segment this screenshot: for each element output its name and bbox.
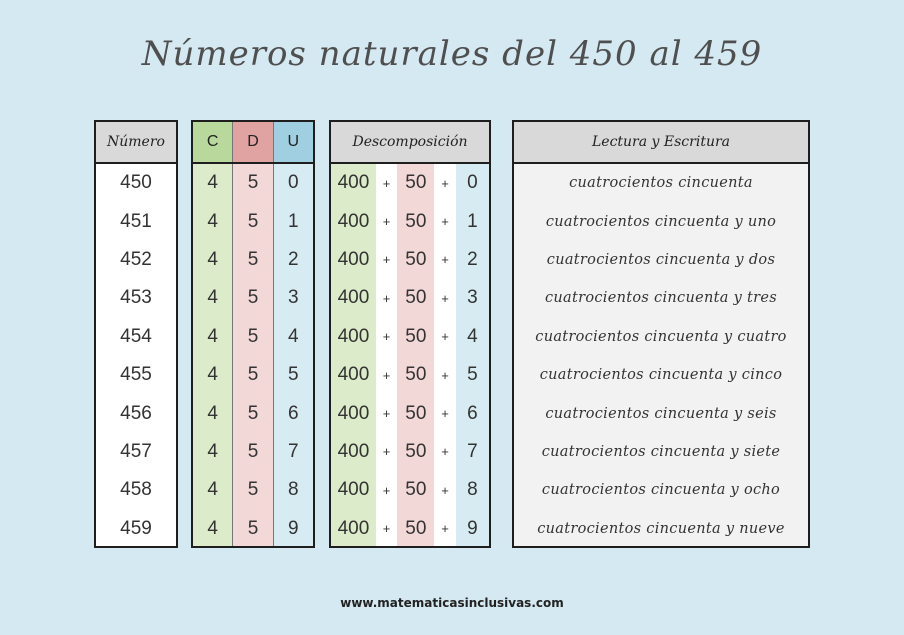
plus-sign-value: + [382, 521, 391, 537]
plus-sign-row [434, 433, 455, 471]
numero-row [96, 433, 176, 471]
descomposicion-unit-value: 7 [467, 440, 478, 462]
lectura-row [514, 164, 808, 202]
decenas-value: 5 [247, 440, 259, 462]
descomposicion-400-value: 400 [337, 210, 370, 232]
descomposicion-unit-value: 1 [467, 210, 478, 232]
numero-header: Número [96, 122, 176, 164]
descomposicion-50-value: 50 [405, 440, 427, 462]
descomposicion-50-row [397, 241, 434, 279]
page-title: Números naturales del 450 al 459 [141, 34, 763, 74]
plus-sign-row [434, 318, 455, 356]
descomposicion-400-row [331, 471, 376, 509]
decenas-value: 5 [247, 248, 259, 270]
unidades-value: 2 [288, 248, 299, 270]
numero-value: 455 [120, 364, 152, 386]
unidades-value: 3 [288, 287, 299, 309]
unidades-row [274, 433, 313, 471]
plus-sign-row [434, 471, 455, 509]
descomposicion-table [329, 120, 491, 548]
descomposicion-50-value: 50 [405, 325, 427, 347]
plus-sign-row [376, 394, 397, 432]
descomposicion-50-row [397, 164, 434, 202]
plus-sign-value: + [382, 482, 391, 498]
descomposicion-400-value: 400 [337, 364, 370, 386]
lectura-row [514, 241, 808, 279]
descomposicion-unit-value: 9 [467, 517, 478, 539]
unidades-row [274, 471, 313, 509]
numero-value: 454 [120, 325, 152, 347]
descomposicion-unit-row [456, 394, 489, 432]
numero-value: 458 [120, 479, 152, 501]
descomposicion-unit-row [456, 202, 489, 240]
lectura-value: cuatrocientos cincuenta y seis [545, 405, 777, 422]
numero-row [96, 394, 176, 432]
plus-sign-row [376, 202, 397, 240]
unidades-row [274, 164, 313, 202]
plus-sign-row [434, 510, 455, 548]
cdu-table [191, 120, 315, 548]
decenas-row [233, 318, 272, 356]
unidades-header: U [273, 122, 313, 162]
numero-row [96, 356, 176, 394]
numero-row [96, 241, 176, 279]
plus-sign-value: + [441, 290, 449, 306]
numero-row [96, 202, 176, 240]
decenas-value: 5 [247, 287, 259, 309]
unidades-row [274, 241, 313, 279]
descomposicion-unit-row [456, 164, 489, 202]
plus-sign-row [376, 318, 397, 356]
descomposicion-400-row [331, 510, 376, 548]
descomposicion-400-row [331, 164, 376, 202]
lectura-table [512, 120, 810, 548]
plus-sign-value: + [382, 367, 391, 383]
descomposicion-unit-value: 8 [467, 479, 478, 501]
unidades-row [274, 510, 313, 548]
descomposicion-unit-value: 2 [467, 248, 478, 270]
unidades-value: 5 [288, 364, 299, 386]
lectura-value: cuatrocientos cincuenta y nueve [537, 520, 785, 537]
lectura-row [514, 471, 808, 509]
decenas-value: 5 [247, 172, 259, 194]
descomposicion-400-row [331, 356, 376, 394]
numero-value: 457 [120, 440, 152, 462]
plus-sign-value: + [382, 175, 391, 191]
numero-row [96, 164, 176, 202]
descomposicion-400-value: 400 [337, 248, 370, 270]
descomposicion-400-row [331, 202, 376, 240]
plus-sign-row [434, 394, 455, 432]
lectura-value: cuatrocientos cincuenta y dos [546, 251, 776, 268]
plus-sign-row [434, 279, 455, 317]
centenas-value: 4 [207, 287, 218, 309]
footer-url: www.matematicasinclusivas.com [340, 596, 564, 610]
descomposicion-50-value: 50 [405, 517, 427, 539]
plus-sign-value: + [441, 444, 449, 460]
centenas-value: 4 [207, 325, 218, 347]
descomposicion-header: Descomposición [331, 122, 489, 164]
plus-sign-value: + [441, 214, 449, 230]
decenas-row [233, 279, 272, 317]
descomposicion-50-value: 50 [405, 364, 427, 386]
descomposicion-unit-value: 5 [467, 364, 478, 386]
descomposicion-unit-row [456, 356, 489, 394]
lectura-value: cuatrocientos cincuenta y cinco [539, 367, 783, 384]
descomposicion-unit-row [456, 433, 489, 471]
centenas-row [193, 394, 232, 432]
decenas-row [233, 510, 272, 548]
lectura-value: cuatrocientos cincuenta y tres [544, 290, 777, 307]
plus-sign-value: + [382, 406, 391, 422]
plus-sign-value: + [441, 175, 449, 191]
unidades-row [274, 356, 313, 394]
decenas-column [232, 164, 272, 546]
descomposicion-unit-value: 6 [467, 402, 478, 424]
descomposicion-400-value: 400 [337, 287, 370, 309]
lectura-row [514, 202, 808, 240]
decenas-row [233, 433, 272, 471]
descomposicion-unit-row [456, 510, 489, 548]
descomposicion-50-value: 50 [405, 172, 427, 194]
lectura-value: cuatrocientos cincuenta [569, 175, 753, 192]
unidades-value: 4 [288, 325, 299, 347]
centenas-value: 4 [207, 479, 218, 501]
plus-sign-value: + [441, 482, 449, 498]
descomposicion-400-value: 400 [337, 479, 370, 501]
descomposicion-centenas [331, 164, 376, 546]
descomposicion-400-row [331, 241, 376, 279]
centenas-value: 4 [207, 172, 218, 194]
lectura-row [514, 279, 808, 317]
descomposicion-50-row [397, 279, 434, 317]
numero-value: 450 [120, 172, 152, 194]
centenas-value: 4 [207, 210, 218, 232]
numero-value: 451 [120, 210, 152, 232]
descomposicion-plus-2 [434, 164, 455, 546]
descomposicion-400-row [331, 279, 376, 317]
unidades-row [274, 318, 313, 356]
descomposicion-50-row [397, 433, 434, 471]
lectura-value: cuatrocientos cincuenta y cuatro [535, 328, 787, 345]
lectura-value: cuatrocientos cincuenta y siete [541, 443, 781, 460]
plus-sign-value: + [441, 367, 449, 383]
lectura-row [514, 394, 808, 432]
decenas-value: 5 [247, 517, 259, 539]
numero-row [96, 318, 176, 356]
decenas-row [233, 471, 272, 509]
numero-row [96, 471, 176, 509]
descomposicion-unit-row [456, 241, 489, 279]
unidades-column [273, 164, 313, 546]
decenas-value: 5 [247, 402, 259, 424]
decenas-row [233, 241, 272, 279]
descomposicion-unit-row [456, 318, 489, 356]
unidades-value: 1 [288, 210, 299, 232]
descomposicion-400-value: 400 [337, 172, 370, 194]
centenas-row [193, 241, 232, 279]
descomposicion-50-value: 50 [405, 287, 427, 309]
numero-list [96, 164, 176, 546]
lectura-value: cuatrocientos cincuenta y ocho [541, 482, 781, 499]
plus-sign-row [434, 356, 455, 394]
centenas-value: 4 [207, 248, 218, 270]
centenas-value: 4 [207, 402, 218, 424]
centenas-value: 4 [207, 517, 218, 539]
centenas-header: C [193, 122, 232, 162]
plus-sign-value: + [382, 329, 391, 345]
lectura-row [514, 318, 808, 356]
descomposicion-50-value: 50 [405, 402, 427, 424]
descomposicion-400-value: 400 [337, 440, 370, 462]
unidades-value: 8 [288, 479, 299, 501]
centenas-value: 4 [207, 440, 218, 462]
centenas-row [193, 471, 232, 509]
descomposicion-decenas [397, 164, 434, 546]
numero-value: 452 [120, 248, 152, 270]
plus-sign-row [376, 241, 397, 279]
descomposicion-unit-value: 4 [467, 325, 478, 347]
centenas-row [193, 356, 232, 394]
centenas-row [193, 318, 232, 356]
descomposicion-unit-value: 3 [467, 287, 478, 309]
lectura-header: Lectura y Escritura [514, 122, 808, 164]
decenas-row [233, 356, 272, 394]
lectura-value: cuatrocientos cincuenta y uno [545, 213, 777, 230]
centenas-row [193, 164, 232, 202]
unidades-row [274, 394, 313, 432]
descomposicion-50-row [397, 356, 434, 394]
numero-row [96, 279, 176, 317]
decenas-row [233, 394, 272, 432]
descomposicion-50-row [397, 394, 434, 432]
plus-sign-row [376, 279, 397, 317]
lectura-list [514, 164, 808, 546]
descomposicion-unit-row [456, 471, 489, 509]
plus-sign-value: + [441, 406, 449, 422]
plus-sign-row [434, 241, 455, 279]
descomposicion-50-row [397, 318, 434, 356]
plus-sign-value: + [441, 252, 449, 268]
numero-row [96, 510, 176, 548]
decenas-row [233, 202, 272, 240]
plus-sign-value: + [382, 444, 391, 460]
plus-sign-value: + [382, 214, 391, 230]
unidades-row [274, 202, 313, 240]
descomposicion-unit-row [456, 279, 489, 317]
centenas-row [193, 510, 232, 548]
descomposicion-400-row [331, 394, 376, 432]
descomposicion-50-row [397, 202, 434, 240]
plus-sign-row [376, 510, 397, 548]
numero-value: 453 [120, 287, 152, 309]
unidades-value: 7 [288, 440, 299, 462]
descomposicion-400-row [331, 433, 376, 471]
plus-sign-value: + [382, 290, 391, 306]
unidades-row [274, 279, 313, 317]
numero-column [94, 120, 178, 548]
cdu-header [193, 122, 313, 164]
unidades-value: 0 [288, 172, 299, 194]
plus-sign-value: + [441, 329, 449, 345]
descomposicion-plus-1 [376, 164, 397, 546]
plus-sign-value: + [441, 521, 449, 537]
plus-sign-row [376, 433, 397, 471]
numero-value: 459 [120, 517, 152, 539]
unidades-value: 9 [288, 517, 299, 539]
descomposicion-400-value: 400 [337, 402, 370, 424]
descomposicion-50-value: 50 [405, 248, 427, 270]
decenas-header: D [232, 122, 272, 162]
descomposicion-50-value: 50 [405, 210, 427, 232]
descomposicion-50-row [397, 471, 434, 509]
descomposicion-400-row [331, 318, 376, 356]
numero-value: 456 [120, 402, 152, 424]
unidades-value: 6 [288, 402, 299, 424]
plus-sign-row [434, 202, 455, 240]
descomposicion-unidades [456, 164, 489, 546]
plus-sign-row [434, 164, 455, 202]
descomposicion-unit-value: 0 [467, 172, 478, 194]
plus-sign-value: + [382, 252, 391, 268]
descomposicion-50-row [397, 510, 434, 548]
centenas-row [193, 279, 232, 317]
decenas-value: 5 [247, 325, 259, 347]
descomposicion-400-value: 400 [337, 325, 370, 347]
centenas-row [193, 433, 232, 471]
plus-sign-row [376, 164, 397, 202]
lectura-row [514, 510, 808, 548]
lectura-row [514, 356, 808, 394]
decenas-value: 5 [247, 479, 259, 501]
plus-sign-row [376, 356, 397, 394]
descomposicion-400-value: 400 [337, 517, 370, 539]
centenas-row [193, 202, 232, 240]
centenas-column [193, 164, 232, 546]
descomposicion-50-value: 50 [405, 479, 427, 501]
decenas-value: 5 [247, 364, 259, 386]
centenas-value: 4 [207, 364, 218, 386]
decenas-value: 5 [247, 210, 259, 232]
lectura-row [514, 433, 808, 471]
decenas-row [233, 164, 272, 202]
plus-sign-row [376, 471, 397, 509]
